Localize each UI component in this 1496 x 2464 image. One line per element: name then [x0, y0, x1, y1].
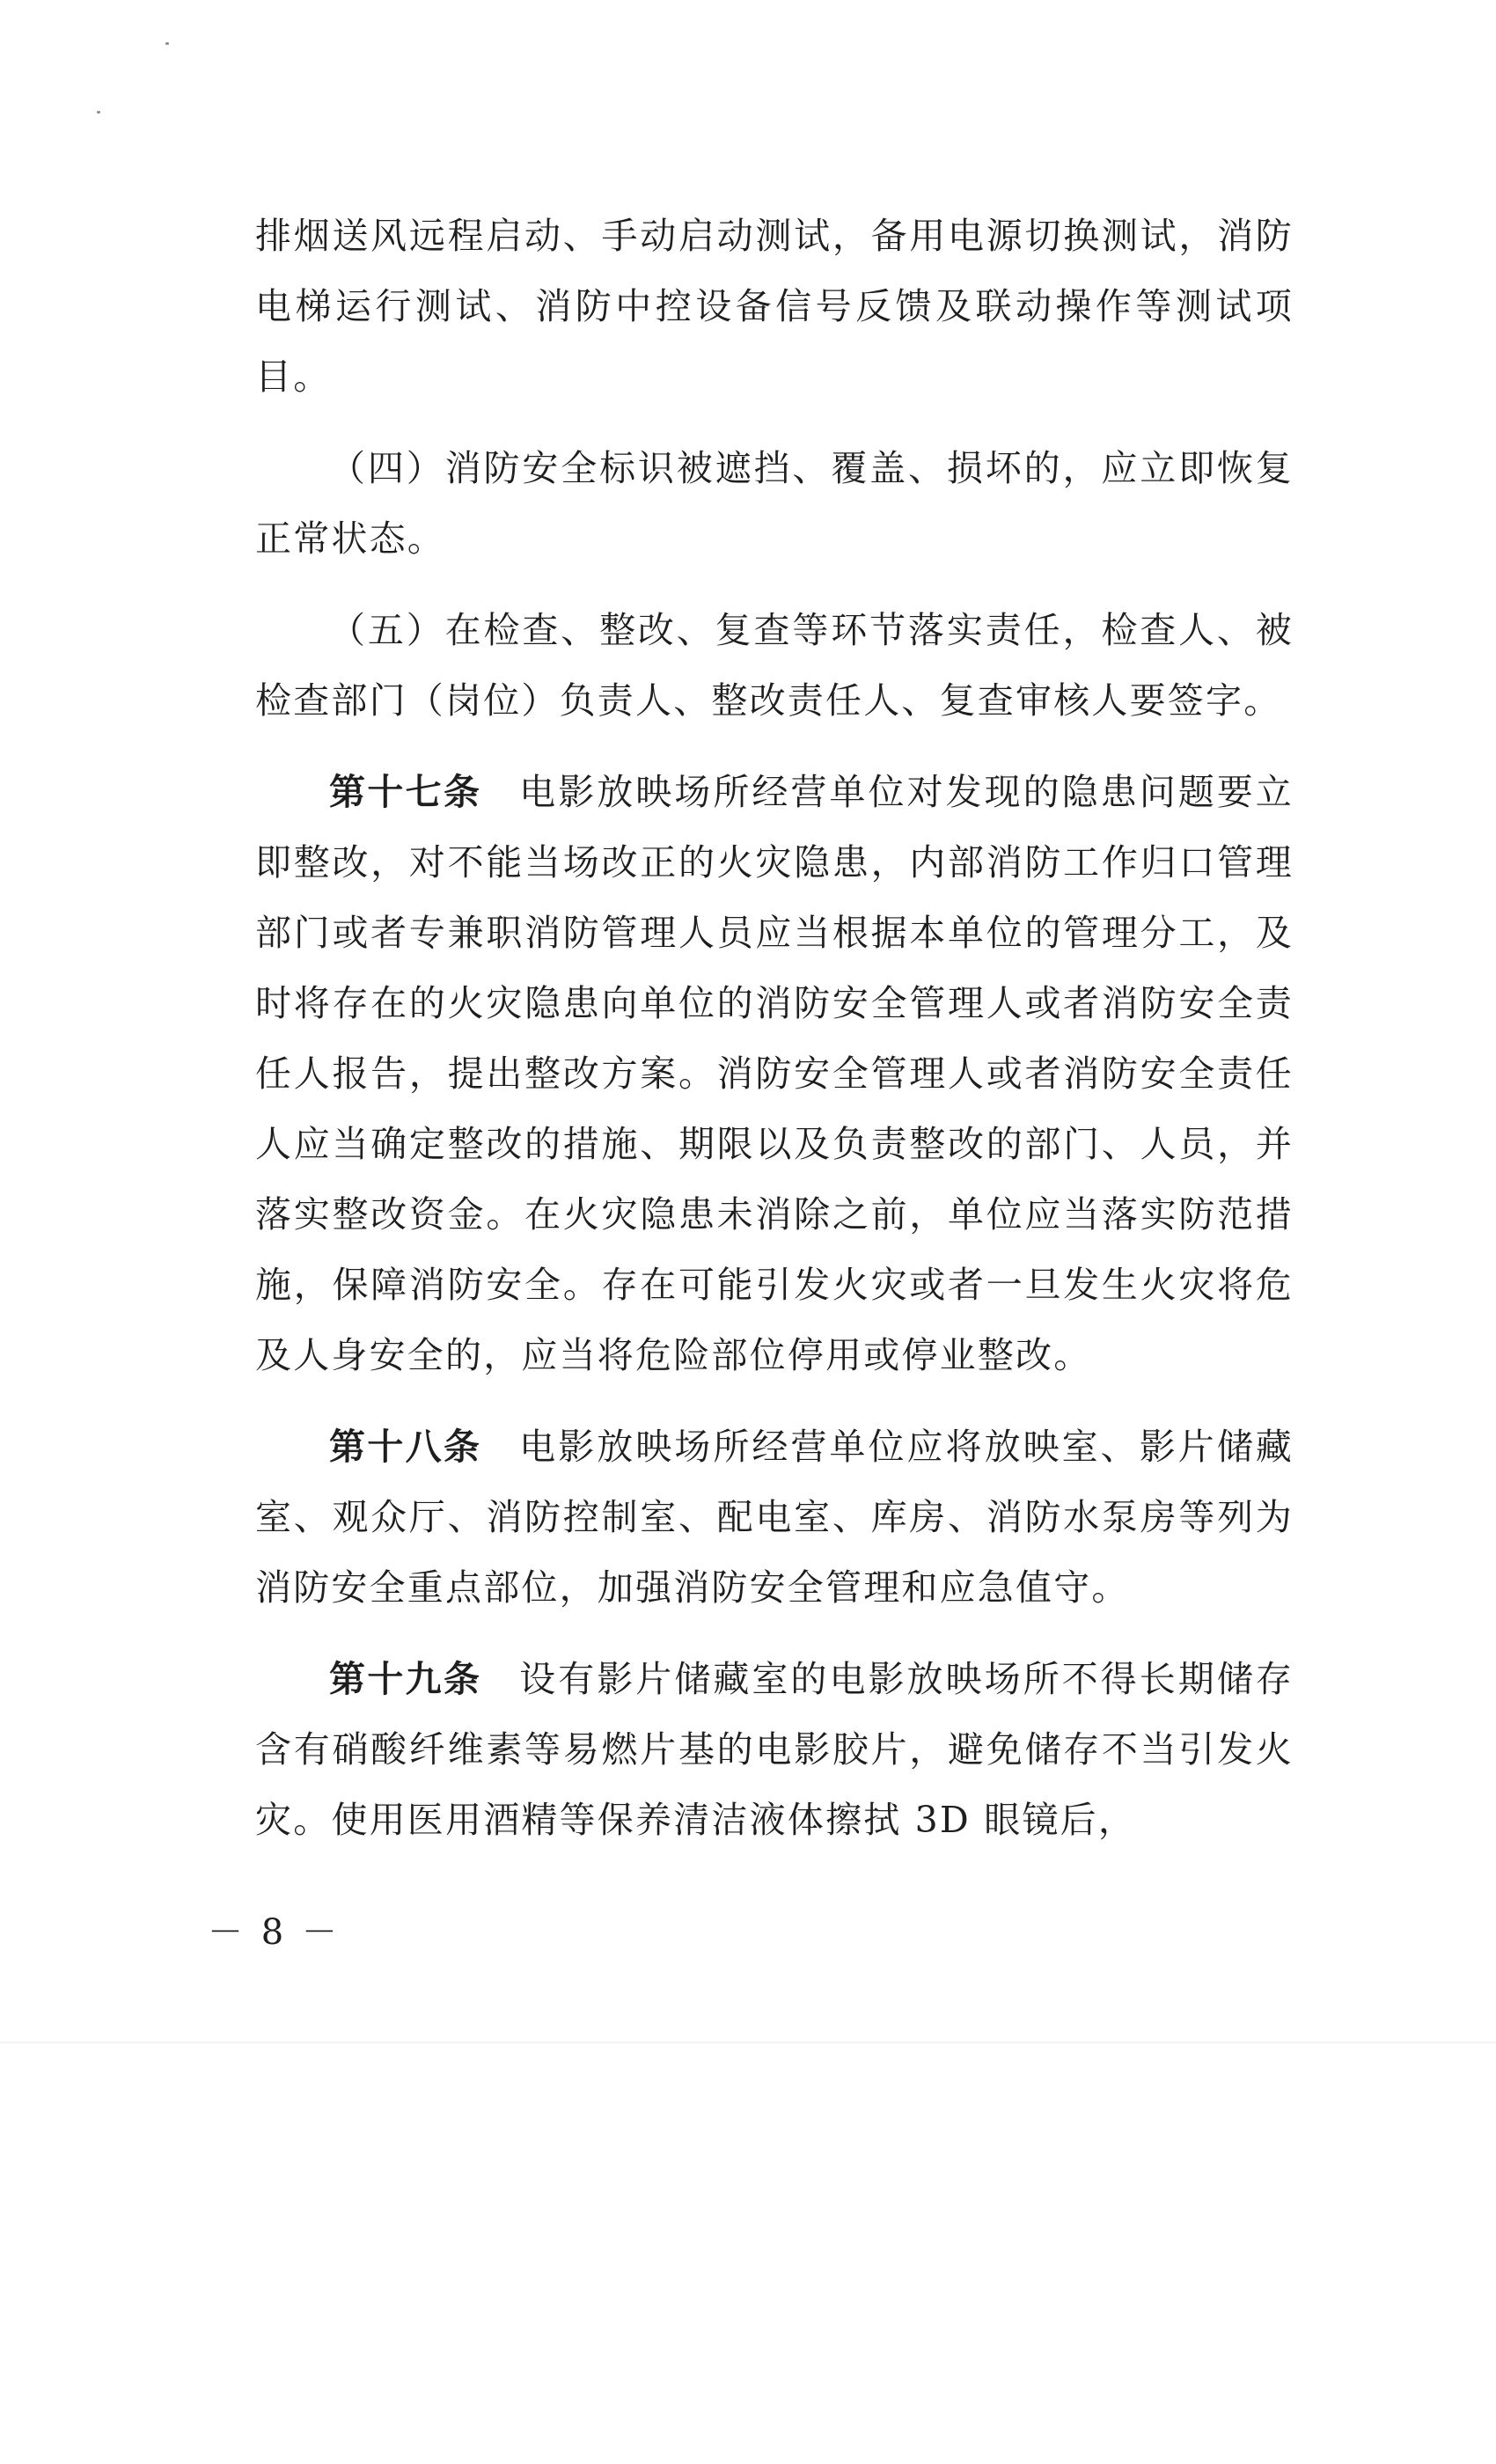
- paragraph-test-items: 排烟送风远程启动、手动启动测试，备用电源切换测试，消防电梯运行测试、消防中控设备信号反馈及联动操作等测试项目。: [255, 215, 1294, 398]
- article-19-body: 设有影片储藏室的电影放映场所不得长期储存含有硝酸纤维素等易燃片基的电影胶片，避免储存不当引发火灾。使用医用酒精等保养清洁液体擦拭 3D 眼镜后，: [255, 1658, 1294, 1841]
- document-body: [255, 201, 1294, 1876]
- article-17: [255, 757, 1294, 1390]
- article-17-heading: 第十七条: [329, 771, 482, 813]
- article-19-heading: 第十九条: [329, 1658, 482, 1700]
- page-number: － 8 －: [208, 1912, 341, 1953]
- scan-speck: [165, 42, 169, 45]
- article-17-body: 电影放映场所经营单位对发现的隐患问题要立即整改，对不能当场改正的火灾隐患，内部消防工作归口管理部门或者专兼职消防管理人员应当根据本单位的管理分工，及时将存在的火灾隐患向单位的消防安全管理人或者消防安全责任人报告，提出整改方案。消防安全管理人或者消防安全责任人应当确定整改的措施、期限以及负责整改的部门、人员，并落实整改资金。在火灾隐患未消除之前，单位应当落实防范措施，保障消防安全。存在可能引发火灾或者一旦发生火灾将危及人身安全的，应当将危险部位停用或停业整改。: [255, 771, 1294, 1376]
- paragraph-item-four: （四）消防安全标识被遮挡、覆盖、损坏的，应立即恢复正常状态。: [255, 447, 1294, 560]
- paragraph-item-five: （五）在检查、整改、复查等环节落实责任，检查人、被检查部门（岗位）负责人、整改责任人、复查审核人要签字。: [255, 609, 1294, 722]
- article-18-heading: 第十八条: [329, 1426, 482, 1468]
- article-18-body: 电影放映场所经营单位应将放映室、影片储藏室、观众厅、消防控制室、配电室、库房、消防水泵房等列为消防安全重点部位，加强消防安全管理和应急值守。: [255, 1426, 1294, 1609]
- article-19: [255, 1644, 1294, 1855]
- scan-speck: [97, 111, 100, 114]
- scan-edge-divider: [0, 2042, 1496, 2043]
- article-18: [255, 1412, 1294, 1623]
